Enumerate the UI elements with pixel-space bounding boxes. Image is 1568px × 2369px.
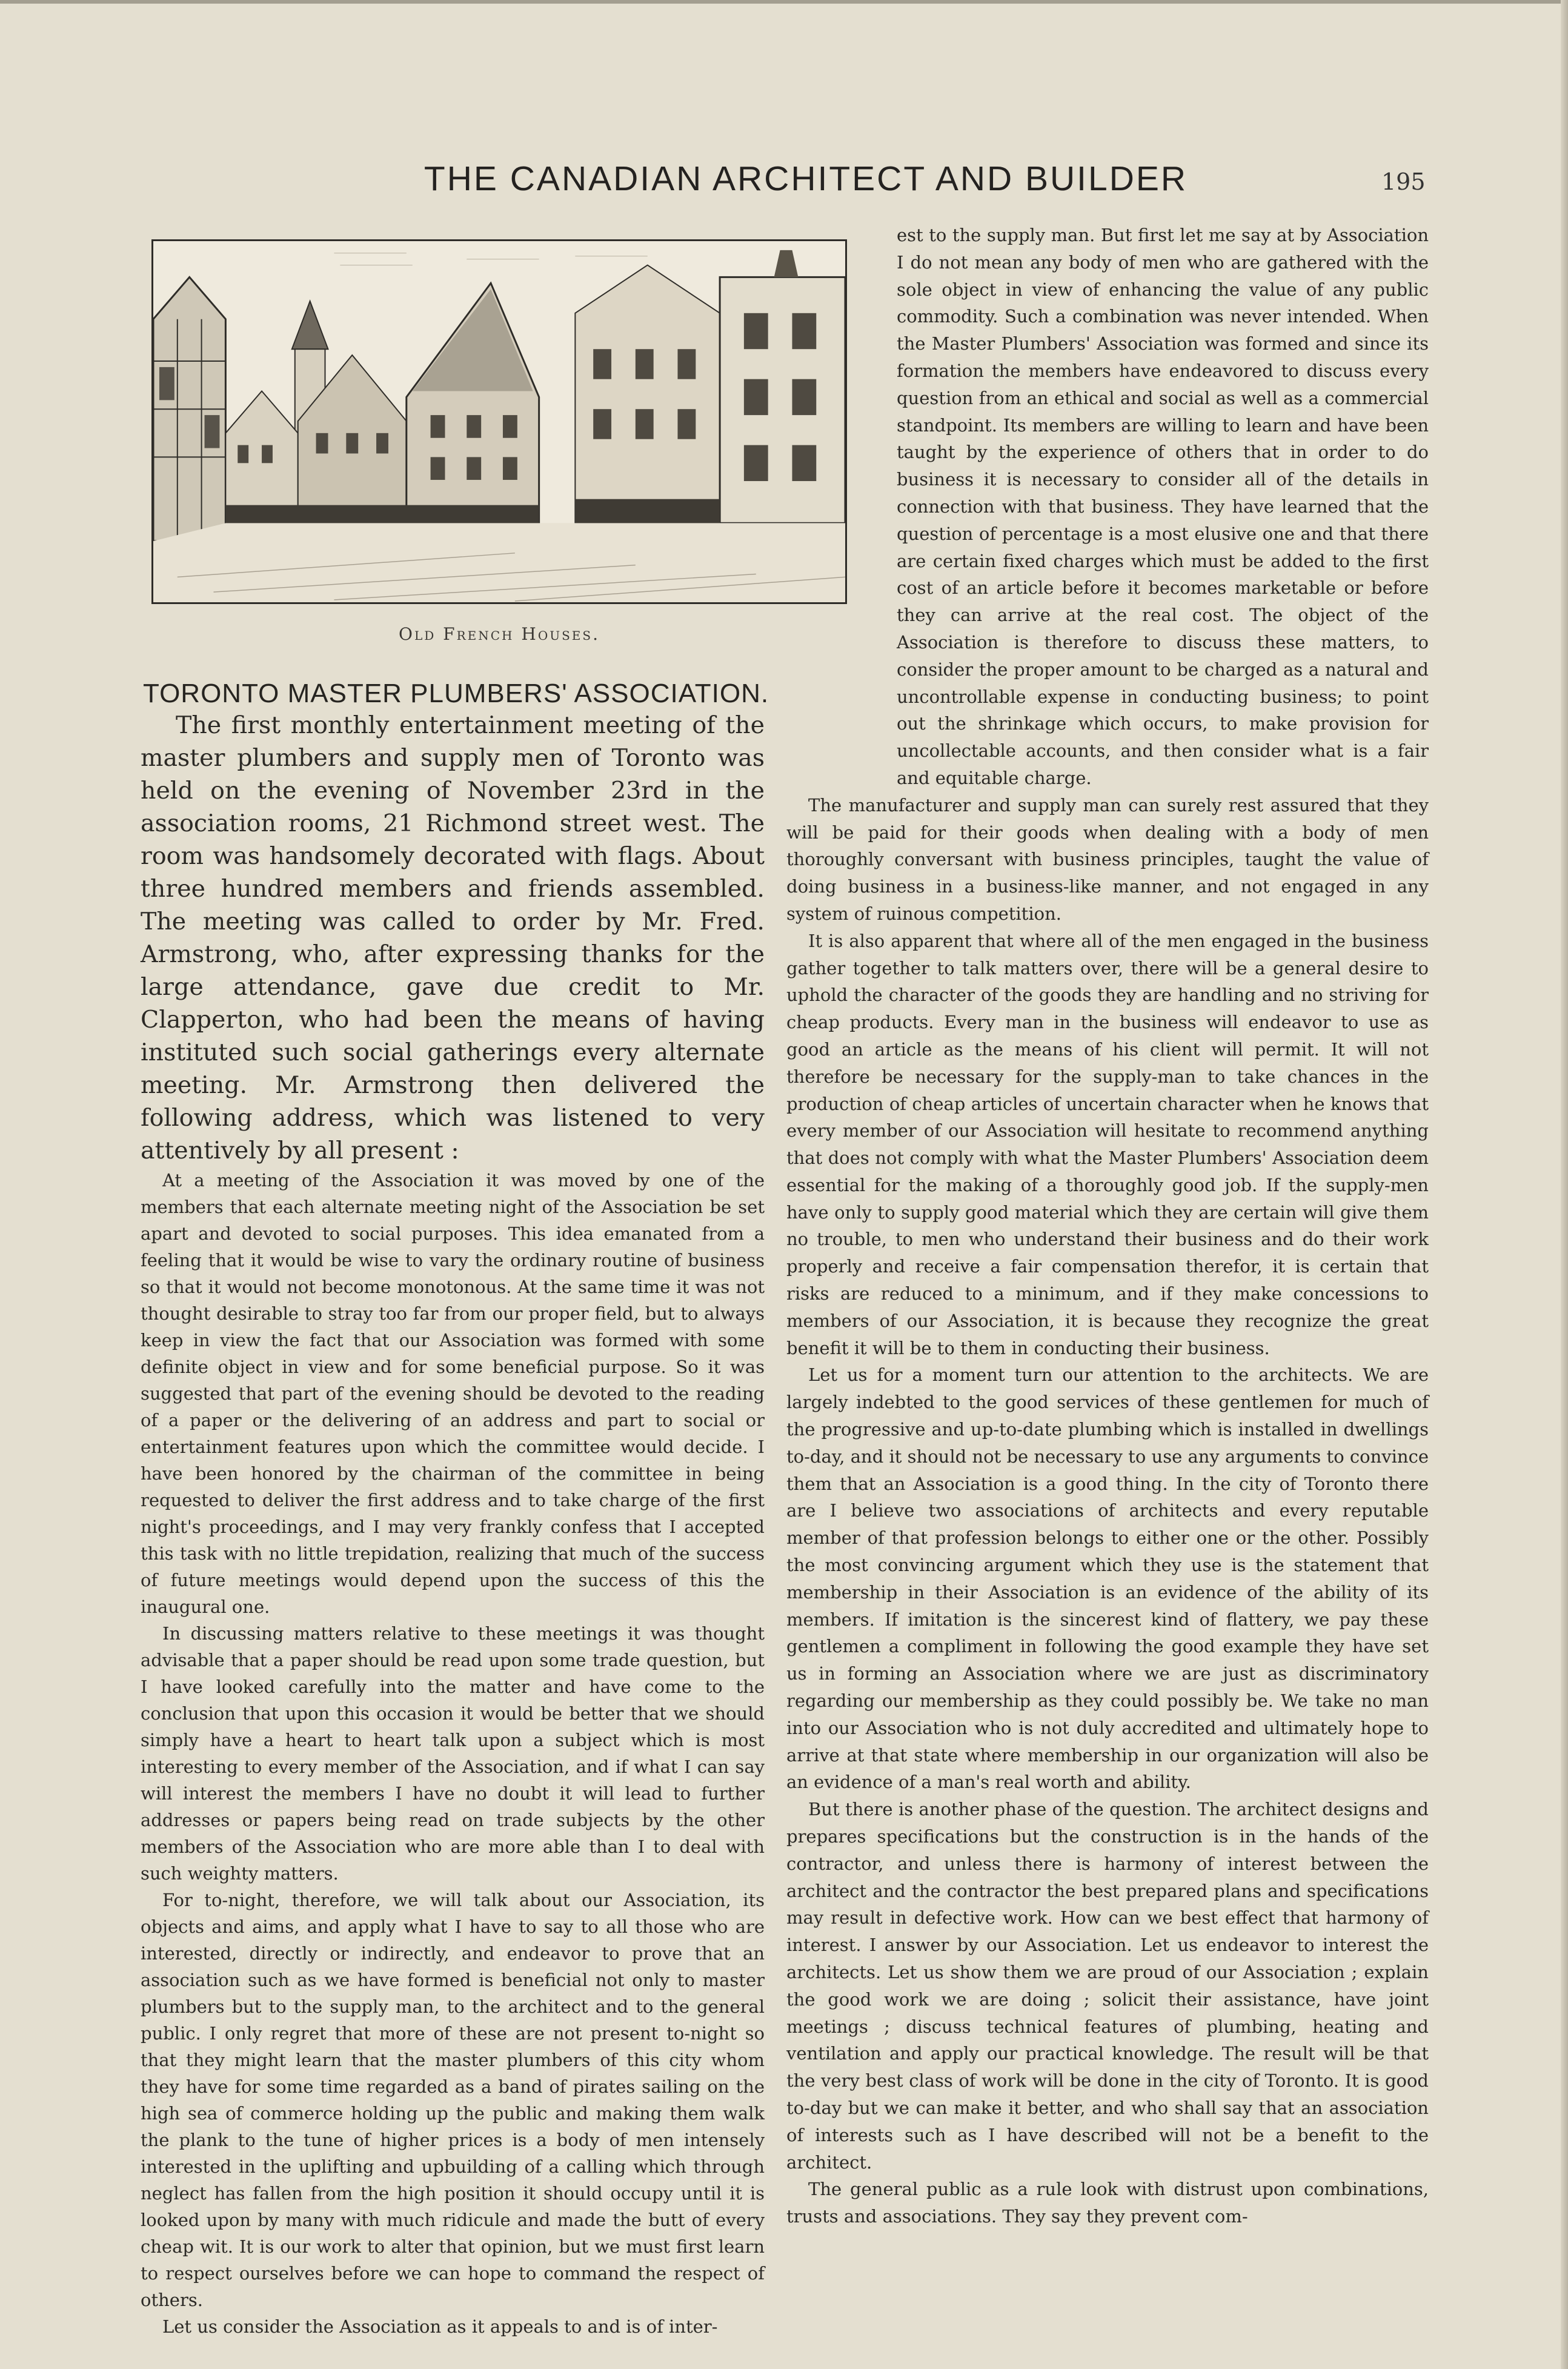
figure-caption: Old French Houses.	[399, 624, 600, 644]
article-title: TORONTO MASTER PLUMBERS' ASSOCIATION.	[143, 679, 769, 708]
intro-paragraph: The first monthly entertainment meeting of the master plumbers and supply men of Toronto was held on the evening of November 23rd in the association rooms, 21 Richmond street west. The room was handsomely decorated with flags. About three hundred members and friends assembled. The meeting was called to order by Mr. Fred. Armstrong, who, after expressing thanks for the large attendance, gave due credit to Mr. Clapperton, who had been the means of having instituted such social gatherings every alternate meeting. Mr. Armstrong then delivered the following address, which was listened to very attentively by all present :	[141, 711, 765, 1165]
page-right-edge	[1561, 0, 1568, 2369]
right-paragraph-5: But there is another phase of the question. The architect designs and prepares specifications but the construction is in the hands of the contractor, and unless there is harmony of interest between the architect and the contractor the best prepared plans and specifications may result in defective work. How can we best effect that harmony of interest. I answer by our Association. Let us endeavor to interest the architects. Let us show them we are proud of our Association ; explain the good work we are doing ; solicit their assistance, have joint meetings ; discuss technical features of plumbing, heating and ventilation and apply our practical knowledge. The result will be that the very best class of work will be done in the city of Toronto. It is good to-day but we can make it better, and who shall say that an association of interests such as I have described will not be a benefit to the architect.	[786, 1799, 1429, 2173]
right-column	[786, 222, 1429, 2230]
left-timber-house	[153, 277, 225, 541]
running-title: THE CANADIAN ARCHITECT AND BUILDER	[424, 159, 1188, 198]
left-paragraph-3: For to-night, therefore, we will talk about our Association, its objects and aims, and apply what I have to say to all those who are interested, directly or indirectly, and endeavor to prove that an association such as we have formed is beneficial not only to master plumbers but to the supply man, to the architect and to the general public. I only regret that more of these are not present to-night so that they might learn that the master plumbers of this city whom they have for some time regarded as a band of pirates sailing on the high sea of commerce holding up the public and making them walk the plank to the tune of higher prices is a body of men intensely interested in the uplifting and upbuilding of a calling which through neglect has fallen from the high position it should occupy until it is looked upon by many with much ridicule and made the butt of every cheap wit. It is our work to alter that opinion, but we must first learn to respect ourselves before we can hope to command the respect of others.	[141, 1890, 765, 2310]
right-paragraph-3: It is also apparent that where all of the men engaged in the business gather together to talk matters over, there will be a general desire to uphold the character of the goods they are handling and no striving for cheap products. Every man in the business will endeavor to use as good an article as the means of his client will permit. It will not therefore be necessary for the supply-man to take chances in the production of cheap articles of uncertain character when he knows that every member of our Association will hesitate to recommend anything that does not comply with what the Master Plumbers' Association deem essential for the making of a thoroughly good job. If the supply-men have only to supply good material which they are certain will give them no trouble, to men who understand their business and do their work properly and receive a fair compensation therefor, it is certain that risks are reduced to a minimum, and if they make concessions to members of our Association, it is because they recognize the great benefit it will be to them in conducting their business.	[786, 930, 1429, 1358]
left-paragraph-4: Let us consider the Association as it appeals to and is of inter-	[162, 2316, 718, 2337]
street-scene-engraving	[153, 241, 845, 602]
page-top-edge	[0, 0, 1568, 4]
illustration-old-french-houses	[151, 239, 847, 604]
right-paragraph-2: The manufacturer and supply man can surely rest assured that they will be paid for their goods when dealing with a body of men thoroughly conversant with business principles, taught the value of doing business in a business-like manner, and not engaged in any system of ruinous competition.	[786, 794, 1429, 924]
right-paragraph-4: Let us for a moment turn our attention to the architects. We are largely indebted to the good services of these gentlemen for much of the progressive and up-to-date plumbing which is installed in dwellings to-day, and it should not be necessary to use any arguments to convince them that an Association is a good thing. In the city of Toronto there are I believe two associations of architects and every reputable member of that profession belongs to either one or the other. Possibly the most convincing argument which they use is the statement that membership in their Association is an evidence of the ability of its members. If imitation is the sincerest kind of flattery, we pay these gentlemen a compliment in following the good example they have set us in forming an Association where we are just as discriminatory regarding our membership as they could possibly be. We take no man into our Association who is not duly accredited and ultimately hope to arrive at that state where membership in our organization will also be an evidence of a man's real worth and ability.	[786, 1364, 1429, 1793]
page-number: 195	[1381, 168, 1426, 195]
left-paragraph-1: At a meeting of the Association it was moved by one of the members that each alternate meeting night of the Association be set apart and devoted to social purposes. This idea emanated from a feeling that it would be wise to vary the ordinary routine of business so that it would not become monotonous. At the same time it was not thought desirable to stray too far from our proper field, but to always keep in view the fact that our Association was formed with some definite object in view and for some beneficial purpose. So it was suggested that part of the evening should be devoted to the reading of a paper or the delivering of an address and part to social or entertainment features upon which the committee would decide. I have been honored by the chairman of the committee in being requested to deliver the first address and to take charge of the first night's proceedings, and I may very frankly confess that I accepted this task with no little trepidation, realizing that much of the success of future meetings would depend upon the success of this the inaugural one.	[141, 1170, 765, 1617]
left-column	[141, 709, 765, 2340]
right-paragraph-6: The general public as a rule look with distrust upon combinations, trusts and associations. They say they prevent com-	[786, 2179, 1429, 2227]
right-paragraph-1: est to the supply man. But first let me say at by Association I do not mean any body of men who are gathered with the sole object in view of enhancing the value of any public commodity. Such a combination was never intended. When the Master Plumbers' Association was formed and since its formation the members have endeavored to discuss every question from an ethical and social as well as a commercial standpoint. Its members are willing to learn and have been taught by the experience of others that in order to do business it is necessary to consider all of the details in connection with that business. They have learned that the question of percentage is a most elusive one and that there are certain fixed charges which must be added to the first cost of an article before it becomes marketable or before they can arrive at the real cost. The object of the Association is therefore to discuss these matters, to consider the proper amount to be charged as a natural and uncontrollable expense in conducting business; to point out the shrinkage which occurs, to make provision for uncollectable accounts, and then consider what is a fair and equitable charge.	[897, 225, 1429, 788]
left-paragraph-2: In discussing matters relative to these meetings it was thought advisable that a paper should be read upon some trade question, but I have looked carefully into the matter and have come to the conclusion that upon this occasion it would be better that we should simply have a heart to heart talk upon a subject which is most interesting to every member of the Association, and if what I can say will interest the members I have no doubt it will lead to further addresses or papers being read on trade subjects by the other members of the Association who are more able than I to deal with such weighty matters.	[141, 1623, 765, 1884]
